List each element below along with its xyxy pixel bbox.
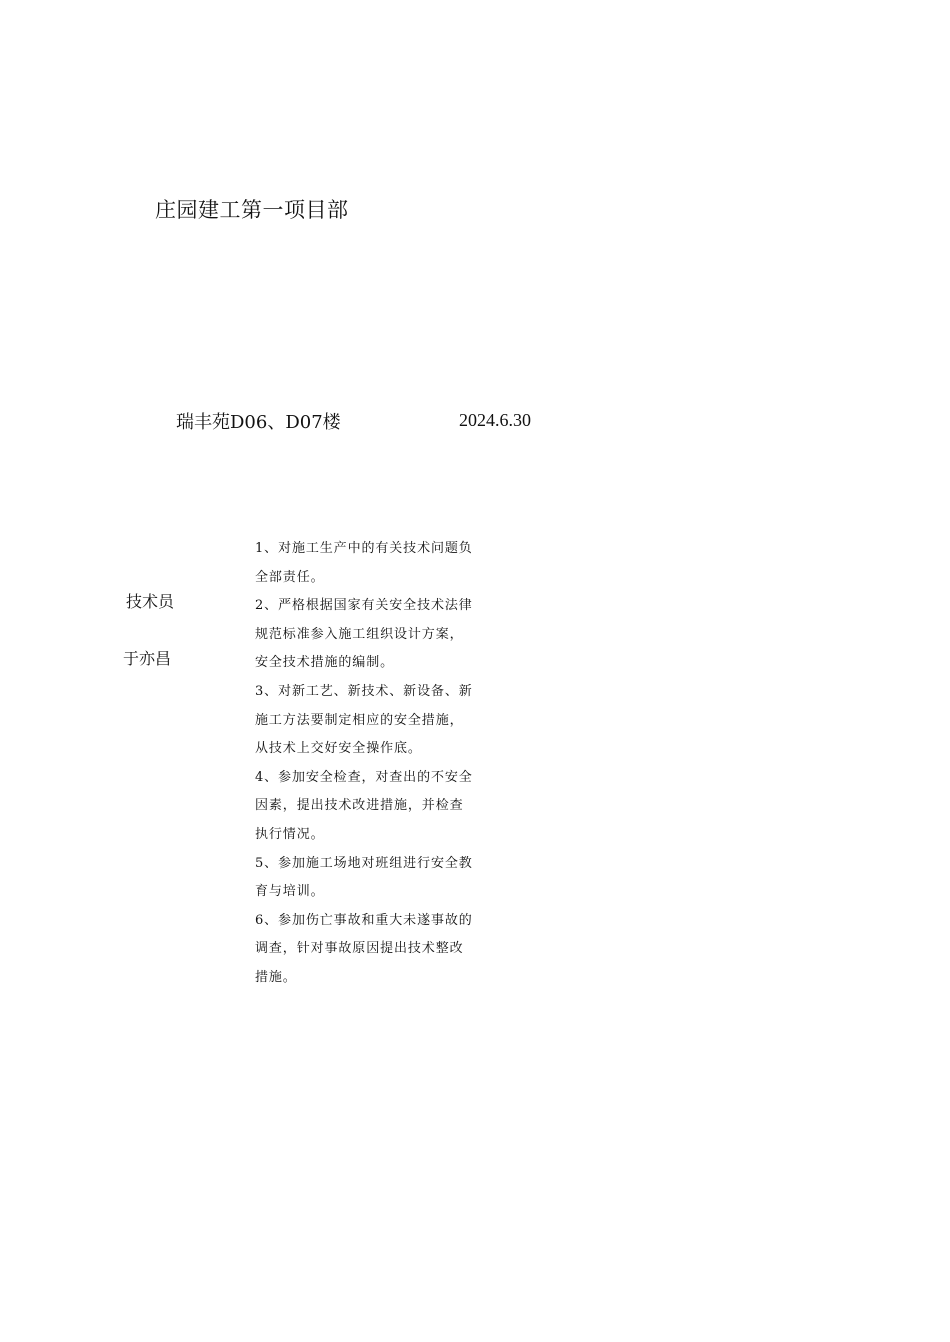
duty-item: 6、参加伤亡事故和重大未遂事故的调查，针对事故原因提出技术整改措施。 bbox=[255, 912, 473, 985]
organization-name: 庄园建工第一项目部 bbox=[155, 198, 349, 222]
duty-item: 3、对新工艺、新技术、新设备、新施工方法要制定相应的安全措施，从技术上交好安全操作底。 bbox=[255, 683, 473, 757]
person-name: 于亦昌 bbox=[123, 649, 172, 668]
duty-item: 5、参加施工场地对班组进行安全教育与培训。 bbox=[255, 855, 473, 900]
role-title: 技术员 bbox=[126, 592, 175, 611]
duty-item: 1、对施工生产中的有关技术问题负全部责任。 bbox=[255, 541, 473, 585]
duty-item: 4、参加安全检查，对查出的不安全因素，提出技术改进措施，并检查执行情况。 bbox=[255, 769, 473, 842]
project-date: 2024.6.30 bbox=[459, 410, 531, 430]
duty-list bbox=[255, 535, 475, 993]
duty-item: 2、严格根据国家有关安全技术法律规范标准参入施工组织设计方案，安全技术措施的编制。 bbox=[255, 598, 473, 671]
project-name: 瑞丰苑D06、D07楼 bbox=[176, 412, 341, 433]
